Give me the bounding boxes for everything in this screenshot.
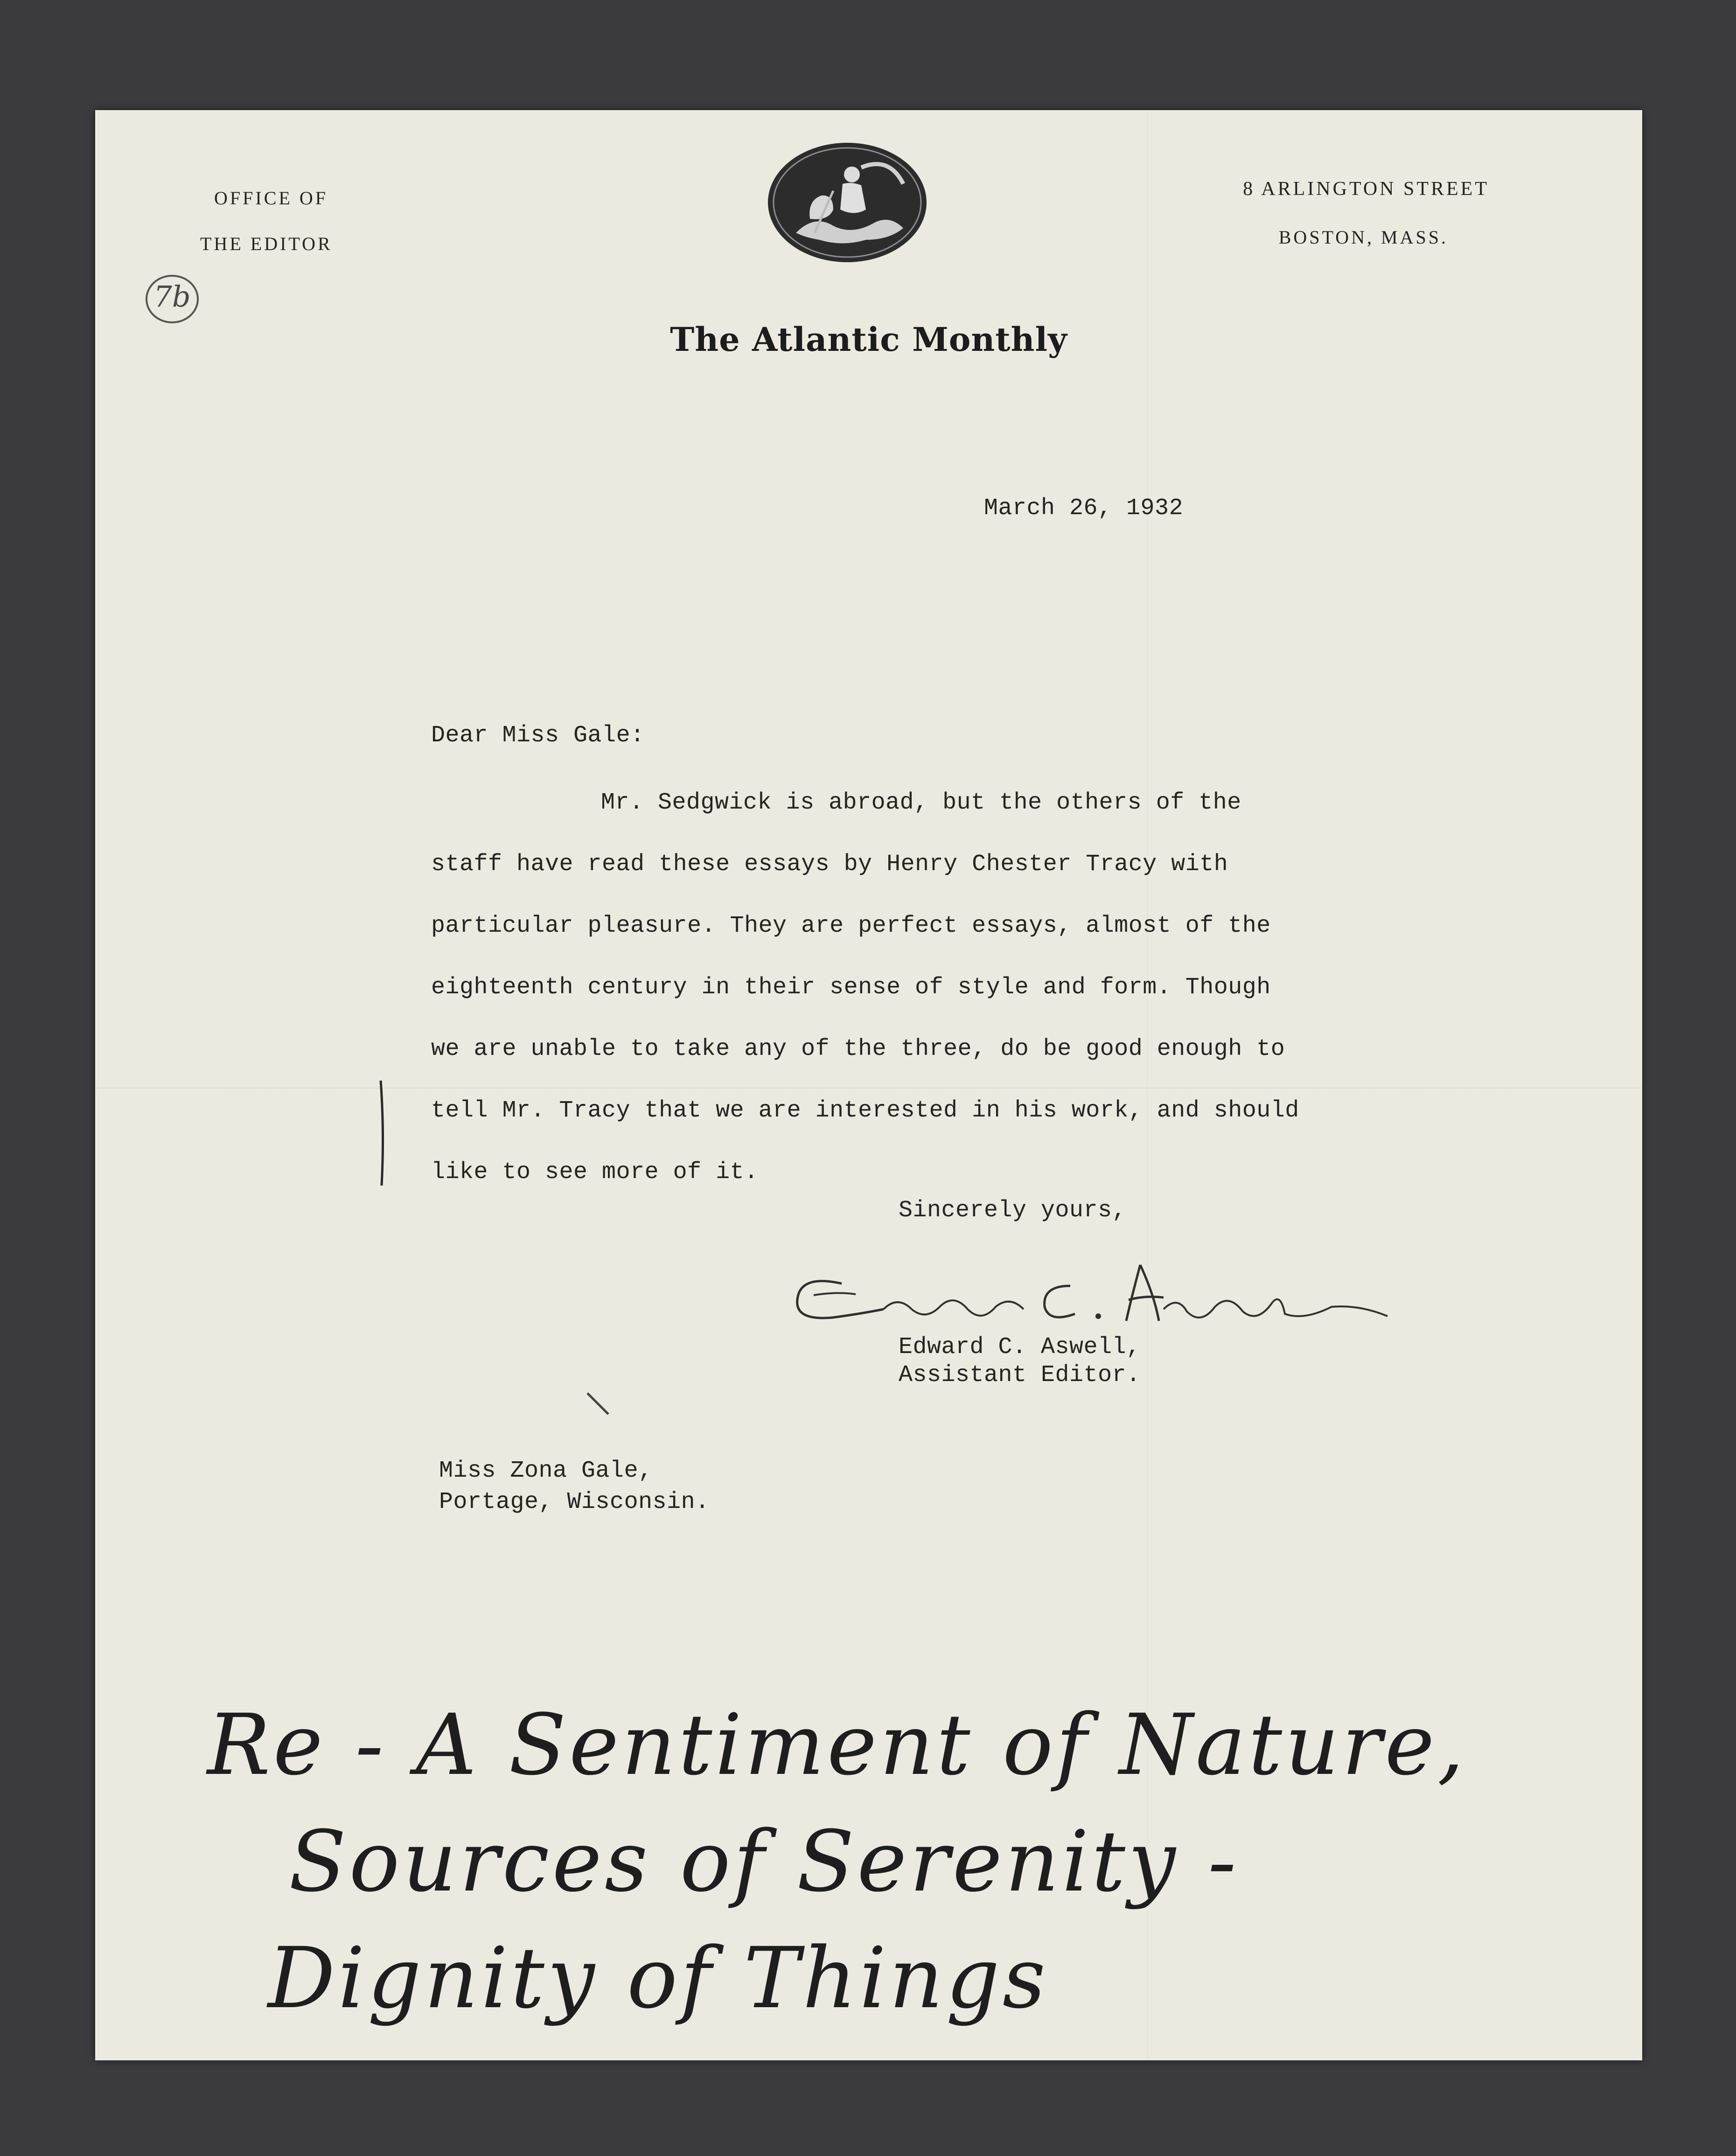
closing: Sincerely yours,: [899, 1197, 1127, 1224]
letter-body: [431, 772, 1299, 1203]
atlantic-emblem-icon: [763, 140, 931, 265]
the-editor-label: THE EDITOR: [200, 233, 333, 254]
salutation: Dear Miss Gale:: [431, 722, 645, 749]
street-address: 8 ARLINGTON STREET: [1243, 178, 1489, 200]
letter-sheet: [95, 110, 1642, 2060]
margin-pencil-mark: [370, 1076, 394, 1188]
recipient-location: Portage, Wisconsin.: [439, 1489, 710, 1515]
body-line: we are unable to take any of the three, do be good enough to: [431, 1036, 1285, 1062]
handwritten-note-line: Sources of Serenity -: [289, 1813, 1239, 1911]
body-line: Mr. Sedgwick is abroad, but the others of the: [601, 789, 1241, 816]
pencil-tick-mark: [583, 1388, 615, 1421]
signer-name: Edward C. Aswell,: [899, 1334, 1141, 1361]
city-address: BOSTON, MASS.: [1278, 227, 1448, 248]
body-line: like to see more of it.: [431, 1159, 759, 1186]
signer-title: Assistant Editor.: [899, 1362, 1141, 1388]
archive-number: 7b: [153, 279, 191, 314]
body-line: tell Mr. Tracy that we are interested in his work, and should: [431, 1097, 1299, 1124]
handwritten-note-line: Re - A Sentiment of Nature,: [207, 1696, 1467, 1794]
handwritten-note-line: Dignity of Things: [268, 1930, 1049, 2027]
body-line: eighteenth century in their sense of style and form. Though: [431, 974, 1271, 1001]
handwritten-signature: [772, 1239, 1425, 1347]
letter-date: March 26, 1932: [984, 495, 1184, 522]
archive-number-mark: [142, 271, 202, 327]
office-of-label: OFFICE OF: [214, 188, 328, 209]
recipient-name: Miss Zona Gale,: [439, 1458, 653, 1484]
body-line: staff have read these essays by Henry Chester Tracy with: [431, 851, 1228, 878]
masthead-title: The Atlantic Monthly: [670, 320, 1067, 359]
body-line: particular pleasure. They are perfect essays, almost of the: [431, 913, 1271, 939]
handwritten-note: [207, 1682, 1467, 2065]
